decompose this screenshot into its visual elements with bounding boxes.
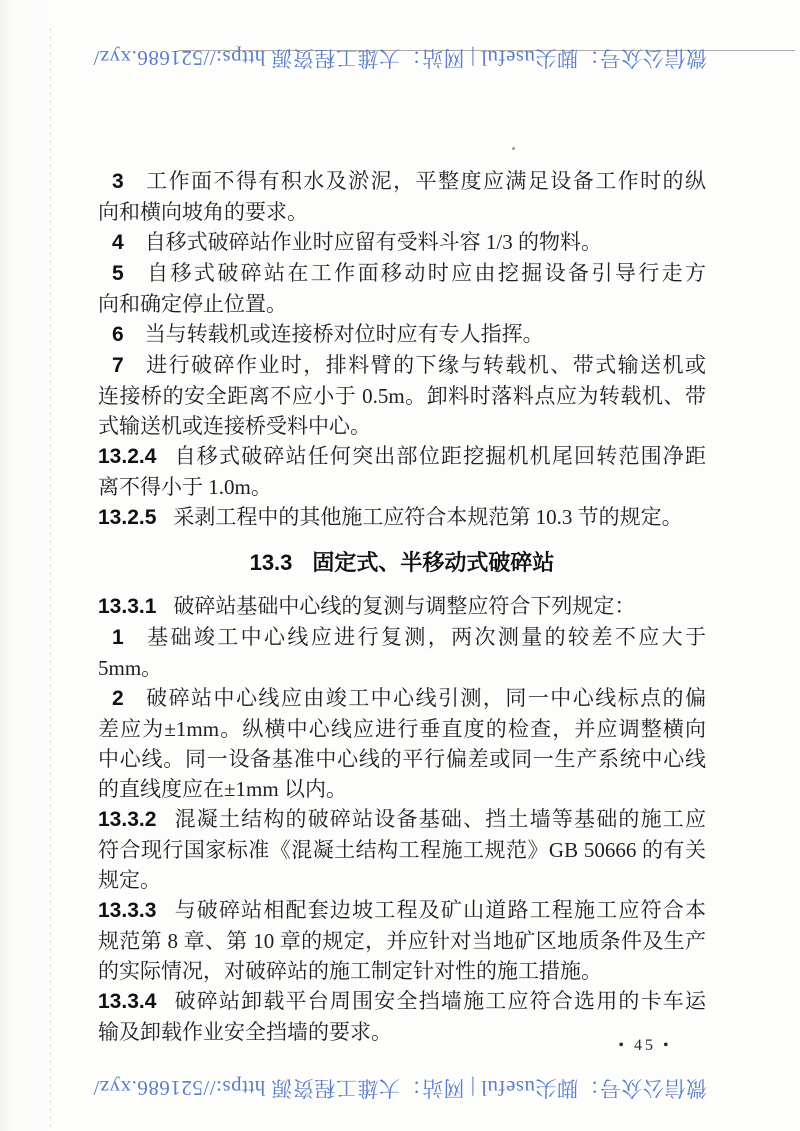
text-line: 中心线。同一设备基准中心线的平行偏差或同一生产系统中心线 xyxy=(98,747,706,771)
item-number: 4 xyxy=(112,231,124,254)
text-line: 13.2.5 采剥工程中的其他施工应符合本规范第 10.3 节的规定。 xyxy=(98,505,683,529)
text-line: 规定。 xyxy=(98,868,161,892)
text-line: 符合现行国家标准《混凝土结构工程施工规范》GB 50666 的有关 xyxy=(98,838,706,862)
text-line: 连接桥的安全距离不应小于 0.5m。卸料时落料点应为转载机、带 xyxy=(98,384,706,408)
heading-number: 13.3 xyxy=(249,550,293,575)
watermark-top: 微信公众号：脚尖useful | 网站：大雄工程资源 https://521686.xyz/ xyxy=(92,46,708,70)
text-line: 规范第 8 章、第 10 章的规定，并应针对当地矿区地质条件及生产 xyxy=(98,929,706,953)
text-line: 1 基础竣工中心线应进行复测，两次测量的较差不应大于 xyxy=(112,625,706,649)
text-line: 差应为±1mm。纵横中心线应进行垂直度的检查，并应调整横向 xyxy=(98,717,706,741)
text-line: 5mm。 xyxy=(98,656,163,680)
text-line: 的实际情况，对破碎站的施工制定针对性的施工措施。 xyxy=(98,959,602,983)
item-number: 6 xyxy=(112,323,124,346)
numbered-item xyxy=(98,350,706,441)
clause-number: 13.2.5 xyxy=(98,506,157,529)
clause-paragraph xyxy=(98,591,706,622)
numbered-item xyxy=(98,166,706,227)
text-line: 13.3 固定式、半移动式破碎站 xyxy=(249,550,555,575)
item-number: 5 xyxy=(112,262,124,285)
item-number: 7 xyxy=(112,354,124,377)
page-number: • 45 • xyxy=(618,1037,672,1054)
scan-speck xyxy=(512,147,515,150)
text-line: 2 破碎站中心线应由竣工中心线引测，同一中心线标点的偏 xyxy=(112,686,706,710)
text-line: 7 进行破碎作业时，排料臂的下缘与转载机、带式输送机或 xyxy=(112,353,706,377)
numbered-item xyxy=(98,258,706,319)
scan-edge-artifact xyxy=(50,28,51,1131)
item-number: 1 xyxy=(112,626,124,649)
clause-number: 13.3.3 xyxy=(98,899,157,922)
page-content xyxy=(98,166,706,1047)
clause-number: 13.2.4 xyxy=(98,445,157,468)
numbered-item xyxy=(98,227,706,258)
numbered-item xyxy=(98,683,706,804)
clause-number: 13.3.4 xyxy=(98,990,157,1013)
numbered-item xyxy=(98,319,706,350)
text-line: 的直线度应在±1mm 以内。 xyxy=(98,777,347,801)
clause-paragraph xyxy=(98,502,706,533)
clause-paragraph xyxy=(98,895,706,986)
clause-paragraph xyxy=(98,441,706,502)
text-line: 离不得小于 1.0m。 xyxy=(98,475,272,499)
text-line: 向和确定停止位置。 xyxy=(98,292,287,316)
section-heading xyxy=(98,548,706,578)
item-number: 3 xyxy=(112,170,124,193)
watermark-bottom: 微信公众号：脚尖useful | 网站：大雄工程资源 https://521686.xyz/ xyxy=(92,1076,708,1100)
text-line: 4 自移式破碎站作业时应留有受料斗容 1/3 的物料。 xyxy=(112,230,603,254)
numbered-item xyxy=(98,622,706,683)
text-line: 13.3.2 混凝土结构的破碎站设备基础、挡土墙等基础的施工应 xyxy=(98,807,706,831)
text-line: 13.3.3 与破碎站相配套边坡工程及矿山道路工程施工应符合本 xyxy=(98,898,706,922)
text-line: 5 自移式破碎站在工作面移动时应由挖掘设备引导行走方 xyxy=(112,261,706,285)
clause-number: 13.3.2 xyxy=(98,808,157,831)
text-line: 13.3.1 破碎站基础中心线的复测与调整应符合下列规定： xyxy=(98,594,636,618)
text-line: 6 当与转载机或连接桥对位时应有专人指挥。 xyxy=(112,322,544,346)
text-line: 式输送机或连接桥受料中心。 xyxy=(98,414,371,438)
item-number: 2 xyxy=(112,687,124,710)
text-line: 3 工作面不得有积水及淤泥，平整度应满足设备工作时的纵 xyxy=(112,169,706,193)
text-line: 向和横向坡角的要求。 xyxy=(98,200,308,224)
text-line: 13.2.4 自移式破碎站任何突出部位距挖掘机机尾回转范围净距 xyxy=(98,444,706,468)
text-line: 13.3.4 破碎站卸载平台周围安全挡墙施工应符合选用的卡车运 xyxy=(98,989,706,1013)
clause-number: 13.3.1 xyxy=(98,595,157,618)
clause-paragraph xyxy=(98,804,706,895)
text-line: 输及卸载作业安全挡墙的要求。 xyxy=(98,1020,392,1044)
